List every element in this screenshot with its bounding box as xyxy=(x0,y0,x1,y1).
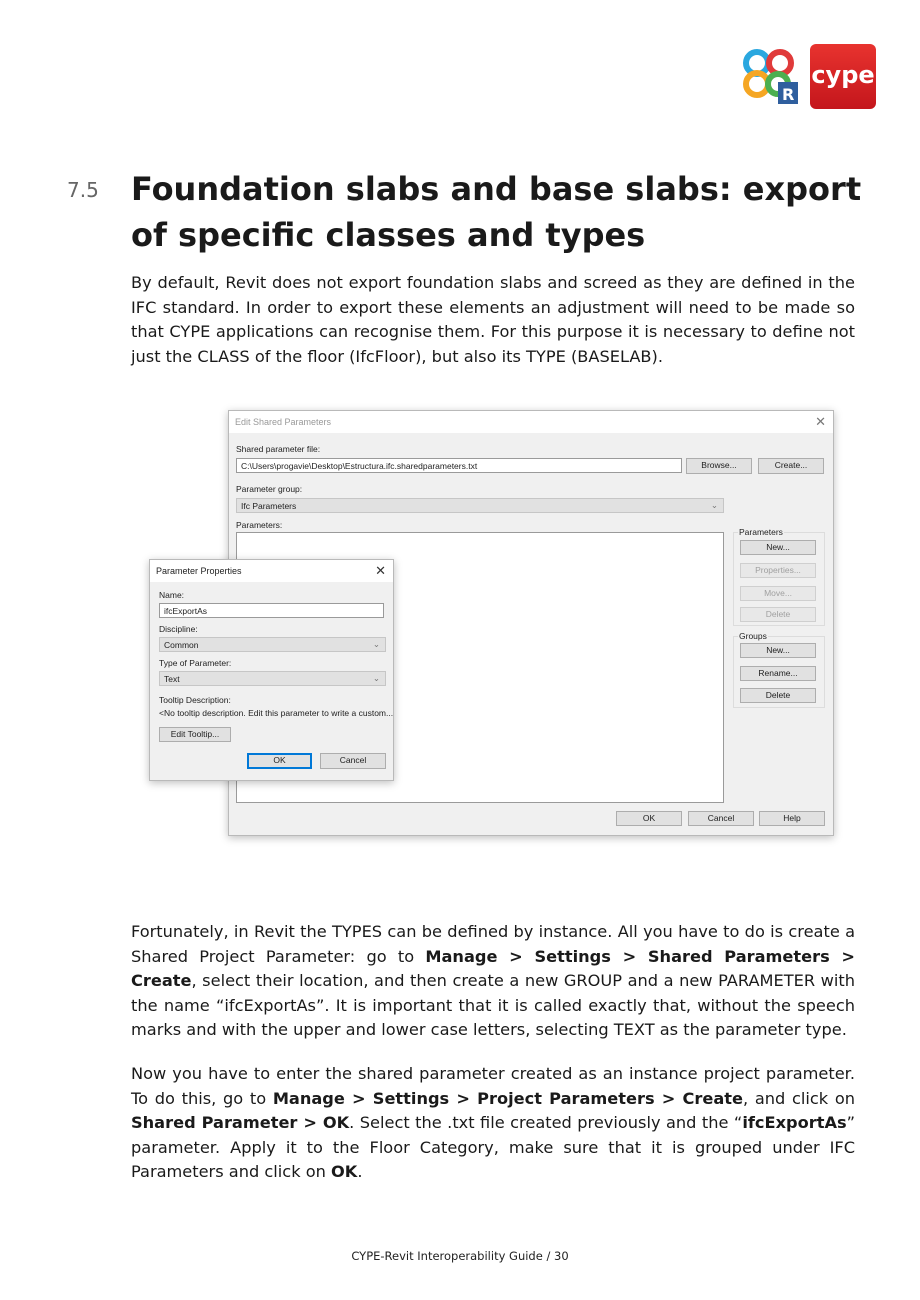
groups-groupbox: Groups xyxy=(733,636,825,708)
tooltip-label: Tooltip Description: xyxy=(159,695,231,705)
help-button[interactable]: Help xyxy=(759,811,825,826)
name-label: Name: xyxy=(159,590,185,600)
parameter-properties-dialog xyxy=(149,559,394,781)
interoperability-logo xyxy=(740,44,800,110)
param-properties-button[interactable]: Properties... xyxy=(740,563,816,578)
param-delete-button[interactable]: Delete xyxy=(740,607,816,622)
browse-button[interactable]: Browse... xyxy=(686,458,752,474)
type-select[interactable]: Text ⌄ xyxy=(159,671,386,686)
file-label: Shared parameter file: xyxy=(236,444,321,454)
chevron-down-icon: ⌄ xyxy=(372,639,380,649)
cancel-button[interactable]: Cancel xyxy=(320,753,386,769)
paragraph-shared-parameter: Fortunately, in Revit the TYPES can be defined by instance. All you have to do is create a Shared Project Parameter: go to Manage > Settings > Shared Parameters > Create, select their location, and then create a new GROUP and a new PARAMETER with the name “ifcExportAs”. It is important that it is called exactly that, without the speech marks and with the upper and lower case letters, selecting TEXT as the parameter type. xyxy=(131,922,855,1040)
param-move-button[interactable]: Move... xyxy=(740,586,816,601)
group-new-button[interactable]: New... xyxy=(740,643,816,658)
cancel-button[interactable]: Cancel xyxy=(688,811,754,826)
section-title: Foundation slabs and base slabs: export of specific classes and types xyxy=(131,170,862,254)
chevron-down-icon: ⌄ xyxy=(710,500,718,510)
page-footer: CYPE-Revit Interoperability Guide / 30 xyxy=(351,1249,569,1263)
cype-logo: cype xyxy=(810,44,876,109)
group-select[interactable] xyxy=(236,498,724,513)
discipline-select[interactable]: Common ⌄ xyxy=(159,637,386,652)
section-number: 7.5 xyxy=(67,178,99,202)
intro-paragraph: By default, Revit does not export foundation slabs and screed as they are defined in the IFC standard. In order to export these elements an adjustment will need to be made so that CYPE applications can recognise them. For this purpose it is necessary to define not just the CLASS of the floor (IfcFloor), but also its TYPE (BASELAB). xyxy=(131,273,855,366)
close-icon[interactable]: ✕ xyxy=(375,563,386,578)
ok-button[interactable]: OK xyxy=(247,753,312,769)
group-value: Ifc Parameters xyxy=(241,501,297,511)
group-rename-button[interactable]: Rename... xyxy=(740,666,816,681)
paragraph-project-parameter: Now you have to enter the shared parameter created as an instance project parameter. To do this, go to Manage > Settings > Project Parameters > Create, and click on Shared Parameter > OK. Select the .txt file created previously and the “ifcExportAs” parameter. Apply it to the Floor Category, make sure that it is grouped under IFC Parameters and click on OK. xyxy=(131,1064,856,1182)
edit-tooltip-button[interactable]: Edit Tooltip... xyxy=(159,727,231,742)
create-button[interactable]: Create... xyxy=(758,458,824,474)
group-label: Parameter group: xyxy=(236,484,303,494)
svg-text:R: R xyxy=(782,85,795,104)
tooltip-description: <No tooltip description. Edit this parameter to write a custom... xyxy=(159,708,394,718)
group-delete-button[interactable]: Delete xyxy=(740,688,816,703)
parameters-label: Parameters: xyxy=(236,520,283,530)
type-label: Type of Parameter: xyxy=(159,658,232,668)
parameters-groupbox: Parameters xyxy=(733,532,825,626)
file-input[interactable]: C:\Users\progavie\Desktop\Estructura.ifc.sharedparameters.txt xyxy=(236,458,682,473)
discipline-label: Discipline: xyxy=(159,624,198,634)
dialog-title: Parameter Properties xyxy=(156,566,242,576)
ok-button[interactable]: OK xyxy=(616,811,682,826)
dialog-title: Edit Shared Parameters xyxy=(235,417,332,427)
param-new-button[interactable]: New... xyxy=(740,540,816,555)
name-input[interactable]: ifcExportAs xyxy=(159,603,384,618)
chevron-down-icon: ⌄ xyxy=(372,673,380,683)
close-icon[interactable]: ✕ xyxy=(815,414,826,429)
